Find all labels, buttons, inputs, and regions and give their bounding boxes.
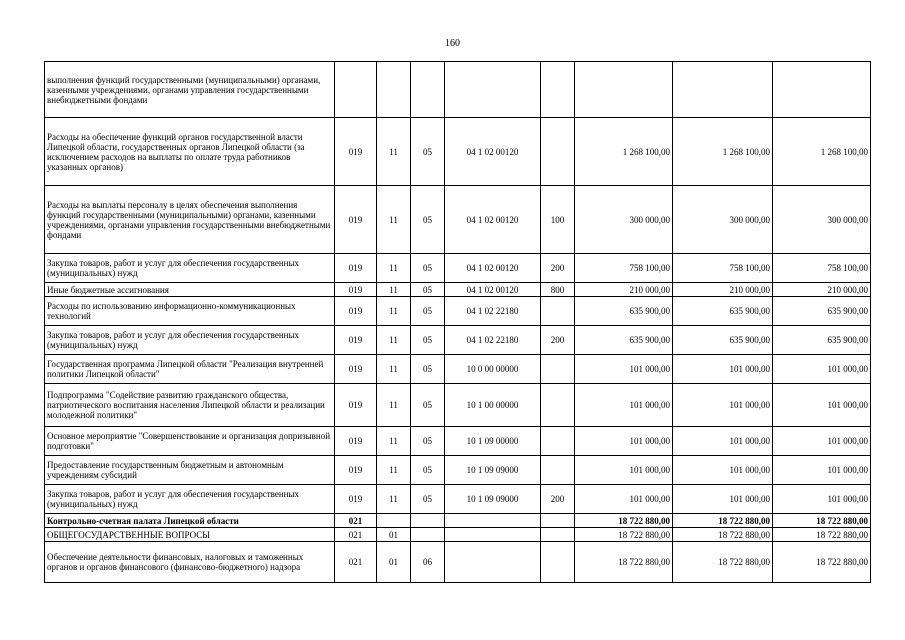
cell-amount-2: 758 100,00: [673, 254, 773, 283]
cell-amount-2: 101 000,00: [673, 355, 773, 384]
cell-target-article: [445, 62, 541, 118]
cell-section: 11: [377, 297, 411, 326]
cell-subsection: 05: [411, 186, 445, 254]
table-row: [45, 283, 871, 297]
cell-expense-type: 100: [541, 186, 575, 254]
cell-amount-1: 101 000,00: [575, 427, 673, 456]
cell-expense-type: [541, 528, 575, 542]
budget-table: [44, 61, 871, 583]
cell-section: 11: [377, 427, 411, 456]
cell-amount-1: 101 000,00: [575, 355, 673, 384]
cell-target-article: 10 1 09 09000: [445, 456, 541, 485]
cell-subsection: 05: [411, 384, 445, 427]
cell-amount-1: 18 722 880,00: [575, 542, 673, 583]
cell-amount-3: 101 000,00: [773, 384, 871, 427]
cell-amount-3: 635 900,00: [773, 326, 871, 355]
cell-amount-2: 101 000,00: [673, 384, 773, 427]
cell-name: Предоставление государственным бюджетным и автономным учреждениям субсидий: [45, 456, 335, 485]
cell-amount-2: [673, 62, 773, 118]
cell-section: [377, 514, 411, 528]
cell-expense-type: [541, 118, 575, 186]
cell-target-article: 04 1 02 22180: [445, 297, 541, 326]
cell-name: Закупка товаров, работ и услуг для обеспечения государственных (муниципальных) нужд: [45, 254, 335, 283]
cell-subsection: 05: [411, 326, 445, 355]
cell-amount-2: 18 722 880,00: [673, 514, 773, 528]
cell-section: 11: [377, 326, 411, 355]
cell-amount-1: 18 722 880,00: [575, 514, 673, 528]
cell-grbs: 019: [335, 118, 377, 186]
cell-subsection: 05: [411, 355, 445, 384]
cell-section: 11: [377, 118, 411, 186]
cell-grbs: 019: [335, 456, 377, 485]
cell-name: Расходы на выплаты персоналу в целях обеспечения выполнения функций государственными (муниципальными) органами, казенными учреждениями, органами управления государственными внебюджетными фондами: [45, 186, 335, 254]
cell-target-article: [445, 514, 541, 528]
cell-section: 11: [377, 186, 411, 254]
cell-target-article: [445, 542, 541, 583]
cell-grbs: 021: [335, 514, 377, 528]
table-row: [45, 118, 871, 186]
cell-name: Контрольно-счетная палата Липецкой области: [45, 514, 335, 528]
cell-grbs: [335, 62, 377, 118]
cell-expense-type: [541, 384, 575, 427]
cell-amount-2: 635 900,00: [673, 297, 773, 326]
table-row: [45, 542, 871, 583]
cell-target-article: 10 0 00 00000: [445, 355, 541, 384]
cell-amount-1: 635 900,00: [575, 326, 673, 355]
cell-amount-2: 18 722 880,00: [673, 542, 773, 583]
cell-subsection: 05: [411, 254, 445, 283]
cell-name: Закупка товаров, работ и услуг для обеспечения государственных (муниципальных) нужд: [45, 485, 335, 514]
cell-expense-type: 200: [541, 254, 575, 283]
page-number: 160: [445, 38, 460, 49]
cell-amount-1: 210 000,00: [575, 283, 673, 297]
cell-subsection: 06: [411, 542, 445, 583]
cell-amount-2: 18 722 880,00: [673, 528, 773, 542]
cell-amount-1: [575, 62, 673, 118]
cell-grbs: 019: [335, 485, 377, 514]
cell-target-article: [445, 528, 541, 542]
cell-section: [377, 62, 411, 118]
cell-amount-3: 101 000,00: [773, 456, 871, 485]
table-row: [45, 528, 871, 542]
cell-amount-2: 101 000,00: [673, 456, 773, 485]
cell-target-article: 04 1 02 22180: [445, 326, 541, 355]
cell-grbs: 019: [335, 297, 377, 326]
cell-section: 11: [377, 355, 411, 384]
table-row: [45, 326, 871, 355]
cell-target-article: 10 1 09 00000: [445, 427, 541, 456]
table-row: [45, 456, 871, 485]
cell-section: 11: [377, 283, 411, 297]
cell-amount-3: [773, 62, 871, 118]
cell-amount-3: 1 268 100,00: [773, 118, 871, 186]
cell-amount-2: 101 000,00: [673, 485, 773, 514]
cell-expense-type: 200: [541, 326, 575, 355]
cell-amount-3: 300 000,00: [773, 186, 871, 254]
cell-expense-type: 800: [541, 283, 575, 297]
cell-amount-2: 300 000,00: [673, 186, 773, 254]
cell-amount-1: 101 000,00: [575, 485, 673, 514]
table-row: [45, 514, 871, 528]
cell-target-article: 10 1 09 09000: [445, 485, 541, 514]
table-row: [45, 384, 871, 427]
cell-target-article: 04 1 02 00120: [445, 254, 541, 283]
cell-grbs: 019: [335, 326, 377, 355]
cell-subsection: 05: [411, 118, 445, 186]
cell-amount-2: 101 000,00: [673, 427, 773, 456]
cell-amount-3: 635 900,00: [773, 297, 871, 326]
cell-subsection: 05: [411, 427, 445, 456]
cell-amount-1: 635 900,00: [575, 297, 673, 326]
table-row: [45, 62, 871, 118]
cell-name: Основное мероприятие "Совершенствование и организация допризывной подготовки": [45, 427, 335, 456]
cell-subsection: 05: [411, 485, 445, 514]
cell-subsection: [411, 528, 445, 542]
cell-amount-3: 18 722 880,00: [773, 528, 871, 542]
cell-name: Государственная программа Липецкой области "Реализация внутренней политики Липецкой области": [45, 355, 335, 384]
cell-expense-type: [541, 355, 575, 384]
cell-expense-type: [541, 297, 575, 326]
cell-expense-type: 200: [541, 485, 575, 514]
cell-name: выполнения функций государственными (муниципальными) органами, казенными учреждениями, органами управления государственными внебюджетными фондами: [45, 62, 335, 118]
table-row: [45, 355, 871, 384]
cell-amount-1: 101 000,00: [575, 384, 673, 427]
cell-target-article: 04 1 02 00120: [445, 186, 541, 254]
cell-grbs: 019: [335, 283, 377, 297]
cell-target-article: 04 1 02 00120: [445, 118, 541, 186]
cell-grbs: 019: [335, 186, 377, 254]
cell-section: 01: [377, 528, 411, 542]
cell-amount-2: 210 000,00: [673, 283, 773, 297]
cell-target-article: 04 1 02 00120: [445, 283, 541, 297]
cell-amount-3: 210 000,00: [773, 283, 871, 297]
cell-amount-1: 101 000,00: [575, 456, 673, 485]
cell-section: 11: [377, 384, 411, 427]
cell-grbs: 019: [335, 427, 377, 456]
cell-grbs: 019: [335, 355, 377, 384]
cell-expense-type: [541, 62, 575, 118]
cell-name: Закупка товаров, работ и услуг для обеспечения государственных (муниципальных) нужд: [45, 326, 335, 355]
cell-expense-type: [541, 456, 575, 485]
cell-amount-3: 758 100,00: [773, 254, 871, 283]
cell-subsection: 05: [411, 283, 445, 297]
cell-grbs: 019: [335, 254, 377, 283]
cell-subsection: [411, 514, 445, 528]
cell-name: Подпрограмма "Содействие развитию гражданского общества, патриотического воспитания населения Липецкой области и реализации молодежной политики": [45, 384, 335, 427]
cell-subsection: 05: [411, 456, 445, 485]
cell-section: 11: [377, 456, 411, 485]
cell-section: 01: [377, 542, 411, 583]
cell-amount-2: 1 268 100,00: [673, 118, 773, 186]
cell-expense-type: [541, 542, 575, 583]
cell-amount-1: 300 000,00: [575, 186, 673, 254]
cell-name: Расходы по использованию информационно-коммуникационных технологий: [45, 297, 335, 326]
cell-grbs: 019: [335, 384, 377, 427]
cell-section: 11: [377, 485, 411, 514]
cell-grbs: 021: [335, 528, 377, 542]
cell-amount-3: 18 722 880,00: [773, 542, 871, 583]
cell-grbs: 021: [335, 542, 377, 583]
table-row: [45, 485, 871, 514]
cell-amount-3: 101 000,00: [773, 355, 871, 384]
cell-expense-type: [541, 514, 575, 528]
table-row: [45, 254, 871, 283]
table-row: [45, 186, 871, 254]
cell-amount-3: 18 722 880,00: [773, 514, 871, 528]
cell-name: Расходы на обеспечение функций органов государственной власти Липецкой области, государственных органов Липецкой области (за исключением расходов на выплаты по оплате труда работников указанных органов): [45, 118, 335, 186]
cell-amount-1: 1 268 100,00: [575, 118, 673, 186]
table-row: [45, 427, 871, 456]
cell-target-article: 10 1 00 00000: [445, 384, 541, 427]
cell-name: ОБЩЕГОСУДАРСТВЕННЫЕ ВОПРОСЫ: [45, 528, 335, 542]
cell-expense-type: [541, 427, 575, 456]
cell-name: Иные бюджетные ассигнования: [45, 283, 335, 297]
cell-amount-2: 635 900,00: [673, 326, 773, 355]
cell-subsection: [411, 62, 445, 118]
cell-amount-1: 758 100,00: [575, 254, 673, 283]
cell-amount-1: 18 722 880,00: [575, 528, 673, 542]
cell-amount-3: 101 000,00: [773, 427, 871, 456]
cell-subsection: 05: [411, 297, 445, 326]
table-row: [45, 297, 871, 326]
cell-section: 11: [377, 254, 411, 283]
cell-name: Обеспечение деятельности финансовых, налоговых и таможенных органов и органов финансового (финансово-бюджетного) надзора: [45, 542, 335, 583]
cell-amount-3: 101 000,00: [773, 485, 871, 514]
table-body: [45, 62, 871, 583]
